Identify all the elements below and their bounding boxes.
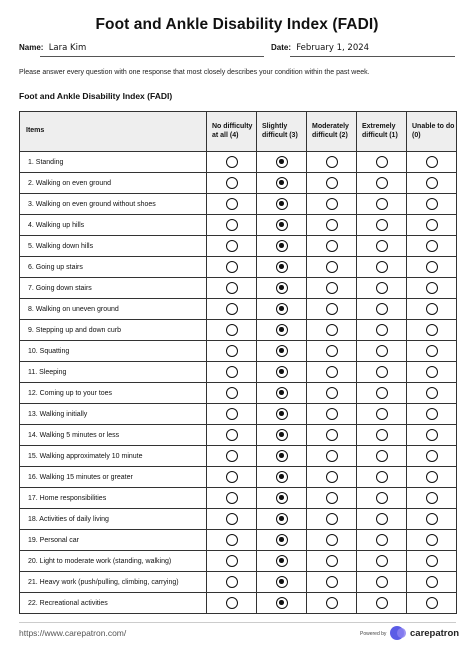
option-cell [407, 152, 457, 173]
radio-button[interactable] [376, 240, 388, 252]
table-row [20, 257, 457, 278]
radio-button[interactable] [326, 345, 338, 357]
radio-button[interactable] [376, 156, 388, 168]
option-cell [257, 236, 307, 257]
option-cell [307, 467, 357, 488]
option-cell [407, 278, 457, 299]
radio-button[interactable] [326, 261, 338, 273]
radio-button[interactable] [326, 282, 338, 294]
option-cell [307, 362, 357, 383]
radio-button[interactable] [326, 597, 338, 609]
option-cell [307, 488, 357, 509]
option-cell [407, 383, 457, 404]
option-cell [207, 215, 257, 236]
radio-button[interactable] [426, 282, 438, 294]
table-row [20, 341, 457, 362]
radio-button[interactable] [326, 156, 338, 168]
brand-name: carepatron [410, 627, 460, 639]
radio-button[interactable] [326, 492, 338, 504]
option-cell [207, 257, 257, 278]
radio-button[interactable] [426, 534, 438, 546]
option-cell [407, 593, 457, 614]
radio-button[interactable] [276, 282, 288, 294]
option-cell [307, 215, 357, 236]
option-cell [307, 383, 357, 404]
radio-button[interactable] [426, 492, 438, 504]
option-cell [257, 257, 307, 278]
option-cell [307, 572, 357, 593]
option-cell [307, 152, 357, 173]
radio-button[interactable] [426, 219, 438, 231]
option-cell [407, 194, 457, 215]
option-cell [207, 530, 257, 551]
radio-button[interactable] [326, 576, 338, 588]
table-row [20, 299, 457, 320]
radio-button[interactable] [326, 198, 338, 210]
option-cell [207, 152, 257, 173]
header-slightly-difficult: Slightly difficult (3) [257, 112, 307, 152]
radio-button[interactable] [376, 198, 388, 210]
option-cell [357, 551, 407, 572]
table-row [20, 362, 457, 383]
radio-button[interactable] [376, 429, 388, 441]
radio-button[interactable] [326, 450, 338, 462]
option-cell [207, 509, 257, 530]
radio-button[interactable] [226, 345, 238, 357]
radio-button[interactable] [276, 324, 288, 336]
option-cell [207, 572, 257, 593]
date-field [271, 43, 369, 53]
option-cell [307, 509, 357, 530]
radio-button[interactable] [326, 534, 338, 546]
header-moderately-difficult: Moderately difficult (2) [307, 112, 357, 152]
radio-button[interactable] [276, 534, 288, 546]
radio-button[interactable] [376, 345, 388, 357]
option-cell [407, 215, 457, 236]
radio-button[interactable] [276, 387, 288, 399]
option-cell [257, 404, 307, 425]
option-cell [307, 278, 357, 299]
section-title: Foot and Ankle Disability Index (FADI) [19, 91, 173, 101]
radio-button[interactable] [226, 366, 238, 378]
option-cell [357, 446, 407, 467]
option-cell [407, 425, 457, 446]
radio-button[interactable] [226, 450, 238, 462]
radio-button[interactable] [426, 198, 438, 210]
option-cell [257, 530, 307, 551]
date-label: Date: [271, 43, 292, 52]
header-unable: Unable to do (0) [407, 112, 457, 152]
radio-button[interactable] [226, 597, 238, 609]
option-cell [407, 509, 457, 530]
brand-logo [390, 626, 459, 640]
radio-button[interactable] [426, 177, 438, 189]
radio-button[interactable] [226, 513, 238, 525]
radio-button[interactable] [426, 303, 438, 315]
option-cell [257, 362, 307, 383]
item-label: 1. Standing [20, 152, 207, 173]
option-cell [307, 257, 357, 278]
item-label: 8. Walking on uneven ground [20, 299, 207, 320]
radio-button[interactable] [326, 471, 338, 483]
radio-button[interactable] [326, 240, 338, 252]
radio-button[interactable] [226, 198, 238, 210]
radio-button[interactable] [226, 303, 238, 315]
radio-button[interactable] [276, 177, 288, 189]
radio-button[interactable] [376, 576, 388, 588]
radio-button[interactable] [376, 492, 388, 504]
option-cell [357, 530, 407, 551]
radio-button[interactable] [226, 534, 238, 546]
option-cell [207, 404, 257, 425]
option-cell [407, 446, 457, 467]
table-header-row [20, 112, 457, 152]
option-cell [207, 278, 257, 299]
radio-button[interactable] [426, 240, 438, 252]
item-label: 14. Walking 5 minutes or less [20, 425, 207, 446]
option-cell [357, 173, 407, 194]
table-row [20, 404, 457, 425]
radio-button[interactable] [426, 324, 438, 336]
table-row [20, 551, 457, 572]
name-field [19, 43, 86, 53]
option-cell [257, 215, 307, 236]
radio-button[interactable] [276, 198, 288, 210]
table-row [20, 236, 457, 257]
option-cell [257, 341, 307, 362]
radio-button[interactable] [226, 555, 238, 567]
radio-button[interactable] [326, 219, 338, 231]
item-label: 4. Walking up hills [20, 215, 207, 236]
option-cell [207, 467, 257, 488]
option-cell [357, 488, 407, 509]
radio-button[interactable] [276, 408, 288, 420]
option-cell [257, 488, 307, 509]
radio-button[interactable] [326, 555, 338, 567]
radio-button[interactable] [426, 576, 438, 588]
option-cell [307, 593, 357, 614]
table-row [20, 215, 457, 236]
radio-button[interactable] [426, 156, 438, 168]
option-cell [357, 215, 407, 236]
option-cell [357, 572, 407, 593]
header-extremely-difficult: Extremely difficult (1) [357, 112, 407, 152]
radio-button[interactable] [276, 450, 288, 462]
option-cell [207, 551, 257, 572]
radio-button[interactable] [276, 345, 288, 357]
name-underline [40, 56, 264, 57]
table-row [20, 278, 457, 299]
option-cell [407, 488, 457, 509]
option-cell [307, 404, 357, 425]
radio-button[interactable] [426, 597, 438, 609]
option-cell [307, 530, 357, 551]
radio-button[interactable] [426, 555, 438, 567]
radio-button[interactable] [426, 261, 438, 273]
item-label: 16. Walking 15 minutes or greater [20, 467, 207, 488]
fadi-table [19, 111, 457, 614]
option-cell [257, 152, 307, 173]
radio-button[interactable] [276, 471, 288, 483]
radio-button[interactable] [276, 597, 288, 609]
item-label: 22. Recreational activities [20, 593, 207, 614]
option-cell [257, 425, 307, 446]
option-cell [207, 425, 257, 446]
radio-button[interactable] [226, 219, 238, 231]
radio-button[interactable] [326, 303, 338, 315]
option-cell [307, 551, 357, 572]
item-label: 13. Walking initially [20, 404, 207, 425]
table-row [20, 173, 457, 194]
option-cell [257, 446, 307, 467]
table-row [20, 194, 457, 215]
radio-button[interactable] [426, 366, 438, 378]
table-row [20, 530, 457, 551]
radio-button[interactable] [426, 471, 438, 483]
radio-button[interactable] [376, 597, 388, 609]
radio-button[interactable] [426, 408, 438, 420]
radio-button[interactable] [276, 219, 288, 231]
radio-button[interactable] [426, 345, 438, 357]
table-row [20, 509, 457, 530]
option-cell [257, 173, 307, 194]
table-row [20, 488, 457, 509]
date-value[interactable]: February 1, 2024 [296, 43, 370, 53]
radio-button[interactable] [326, 429, 338, 441]
option-cell [207, 173, 257, 194]
item-label: 17. Home responsibilities [20, 488, 207, 509]
radio-button[interactable] [226, 156, 238, 168]
option-cell [257, 383, 307, 404]
radio-button[interactable] [276, 261, 288, 273]
option-cell [407, 362, 457, 383]
option-cell [357, 404, 407, 425]
option-cell [207, 383, 257, 404]
radio-button[interactable] [426, 450, 438, 462]
option-cell [357, 299, 407, 320]
radio-button[interactable] [326, 177, 338, 189]
option-cell [357, 467, 407, 488]
radio-button[interactable] [276, 576, 288, 588]
radio-button[interactable] [376, 534, 388, 546]
option-cell [407, 320, 457, 341]
table-row [20, 572, 457, 593]
radio-button[interactable] [276, 555, 288, 567]
item-label: 15. Walking approximately 10 minute [20, 446, 207, 467]
radio-button[interactable] [226, 387, 238, 399]
radio-button[interactable] [226, 240, 238, 252]
option-cell [207, 236, 257, 257]
radio-button[interactable] [226, 282, 238, 294]
option-cell [357, 362, 407, 383]
radio-button[interactable] [276, 429, 288, 441]
option-cell [357, 194, 407, 215]
radio-button[interactable] [376, 387, 388, 399]
page-title: Foot and Ankle Disability Index (FADI) [95, 16, 379, 33]
radio-button[interactable] [376, 555, 388, 567]
option-cell [207, 299, 257, 320]
option-cell [407, 341, 457, 362]
option-cell [257, 320, 307, 341]
option-cell [407, 467, 457, 488]
option-cell [307, 320, 357, 341]
radio-button[interactable] [376, 261, 388, 273]
table-row [20, 425, 457, 446]
footer-link[interactable]: https://www.carepatron.com/ [19, 628, 127, 638]
option-cell [257, 593, 307, 614]
radio-button[interactable] [376, 366, 388, 378]
option-cell [407, 257, 457, 278]
item-label: 10. Squatting [20, 341, 207, 362]
radio-button[interactable] [276, 240, 288, 252]
radio-button[interactable] [226, 324, 238, 336]
table-row [20, 467, 457, 488]
item-label: 7. Going down stairs [20, 278, 207, 299]
option-cell [257, 551, 307, 572]
option-cell [407, 551, 457, 572]
option-cell [307, 236, 357, 257]
option-cell [307, 446, 357, 467]
radio-button[interactable] [376, 282, 388, 294]
name-value[interactable]: Lara Kim [48, 43, 87, 53]
radio-button[interactable] [376, 408, 388, 420]
option-cell [407, 530, 457, 551]
radio-button[interactable] [226, 471, 238, 483]
option-cell [307, 173, 357, 194]
option-cell [207, 341, 257, 362]
option-cell [357, 320, 407, 341]
table-row [20, 383, 457, 404]
option-cell [357, 152, 407, 173]
option-cell [407, 404, 457, 425]
option-cell [357, 236, 407, 257]
item-label: 6. Going up stairs [20, 257, 207, 278]
instructions-text: Please answer every question with one response that most closely describes your condition within the past week. [19, 69, 370, 76]
option-cell [357, 341, 407, 362]
option-cell [307, 194, 357, 215]
radio-button[interactable] [226, 408, 238, 420]
option-cell [257, 278, 307, 299]
option-cell [357, 509, 407, 530]
item-label: 2. Walking on even ground [20, 173, 207, 194]
option-cell [307, 425, 357, 446]
item-label: 5. Walking down hills [20, 236, 207, 257]
option-cell [307, 341, 357, 362]
option-cell [407, 173, 457, 194]
option-cell [207, 593, 257, 614]
header-items: Items [20, 112, 207, 152]
radio-button[interactable] [276, 513, 288, 525]
option-cell [207, 446, 257, 467]
radio-button[interactable] [226, 177, 238, 189]
item-label: 12. Coming up to your toes [20, 383, 207, 404]
header-no-difficulty: No difficulty at all (4) [207, 112, 257, 152]
name-label: Name: [19, 43, 44, 52]
option-cell [257, 467, 307, 488]
item-label: 19. Personal car [20, 530, 207, 551]
radio-button[interactable] [326, 387, 338, 399]
radio-button[interactable] [276, 156, 288, 168]
option-cell [307, 299, 357, 320]
radio-button[interactable] [326, 513, 338, 525]
radio-button[interactable] [376, 471, 388, 483]
radio-button[interactable] [376, 219, 388, 231]
option-cell [257, 572, 307, 593]
option-cell [357, 425, 407, 446]
radio-button[interactable] [276, 366, 288, 378]
option-cell [357, 593, 407, 614]
radio-button[interactable] [376, 324, 388, 336]
item-label: 20. Light to moderate work (standing, walking) [20, 551, 207, 572]
radio-button[interactable] [426, 513, 438, 525]
option-cell [207, 362, 257, 383]
powered-by-label: Powered by [360, 631, 387, 637]
option-cell [207, 488, 257, 509]
option-cell [407, 299, 457, 320]
radio-button[interactable] [276, 303, 288, 315]
option-cell [207, 194, 257, 215]
item-label: 9. Stepping up and down curb [20, 320, 207, 341]
option-cell [257, 194, 307, 215]
radio-button[interactable] [226, 576, 238, 588]
radio-button[interactable] [426, 387, 438, 399]
radio-button[interactable] [426, 429, 438, 441]
radio-button[interactable] [276, 492, 288, 504]
item-label: 21. Heavy work (push/pulling, climbing, carrying) [20, 572, 207, 593]
table-row [20, 152, 457, 173]
item-label: 3. Walking on even ground without shoes [20, 194, 207, 215]
table-row [20, 593, 457, 614]
option-cell [357, 257, 407, 278]
radio-button[interactable] [326, 366, 338, 378]
option-cell [357, 278, 407, 299]
radio-button[interactable] [376, 177, 388, 189]
footer-divider [19, 622, 456, 623]
radio-button[interactable] [376, 450, 388, 462]
item-label: 11. Sleeping [20, 362, 207, 383]
radio-button[interactable] [326, 324, 338, 336]
radio-button[interactable] [376, 303, 388, 315]
radio-button[interactable] [226, 261, 238, 273]
option-cell [257, 299, 307, 320]
option-cell [357, 383, 407, 404]
option-cell [257, 509, 307, 530]
option-cell [207, 320, 257, 341]
option-cell [407, 572, 457, 593]
radio-button[interactable] [326, 408, 338, 420]
table-row [20, 320, 457, 341]
radio-button[interactable] [226, 429, 238, 441]
table-row [20, 446, 457, 467]
carepatron-logo-icon [390, 626, 404, 640]
item-label: 18. Activities of daily living [20, 509, 207, 530]
radio-button[interactable] [376, 513, 388, 525]
date-underline [290, 56, 455, 57]
option-cell [407, 236, 457, 257]
radio-button[interactable] [226, 492, 238, 504]
